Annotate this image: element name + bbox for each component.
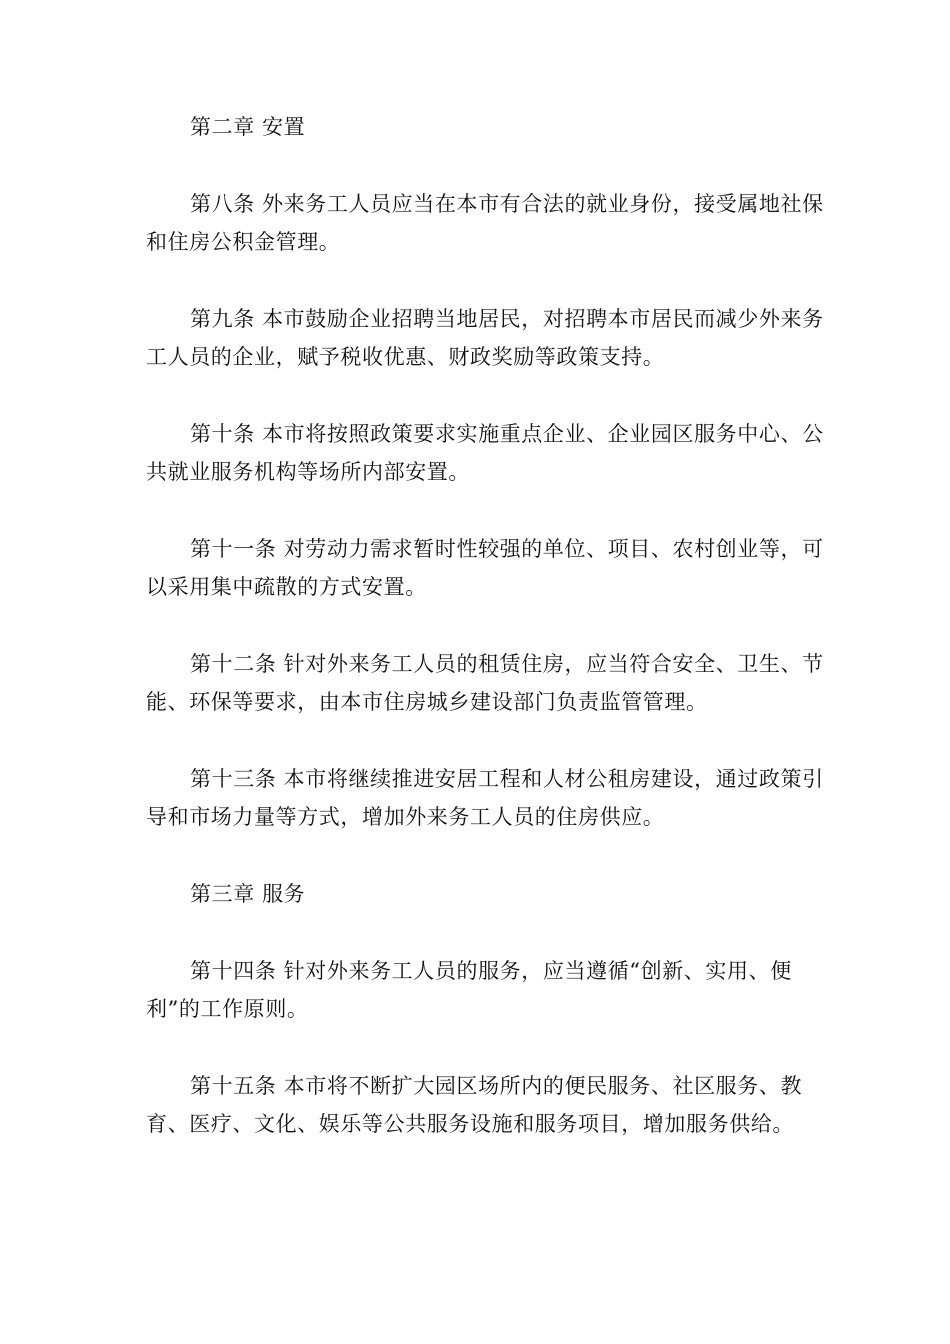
- article-10: 第十条 本市将按照政策要求实施重点企业、企业园区服务中心、公共就业服务机构等场所内部安置。: [146, 422, 824, 484]
- article-13: 第十三条 本市将继续推进安居工程和人材公租房建设，通过政策引导和市场力量等方式，增加外来务工人员的住房供应。: [146, 767, 824, 829]
- chapter-3-title: 第三章 服务: [190, 882, 306, 906]
- article-11: 第十一条 对劳动力需求暂时性较强的单位、项目、农村创业等，可以采用集中疏散的方式安置。: [146, 537, 824, 599]
- document-body: [146, 108, 830, 1182]
- article-12: 第十二条 针对外来务工人员的租赁住房，应当符合安全、卫生、节能、环保等要求，由本市住房城乡建设部门负责监管管理。: [146, 652, 824, 714]
- article-15: 第十五条 本市将不断扩大园区场所内的便民服务、社区服务、教育、医疗、文化、娱乐等公共服务设施和服务项目，增加服务供给。: [146, 1074, 803, 1136]
- article-8: 第八条 外来务工人员应当在本市有合法的就业身份，接受属地社保和住房公积金管理。: [146, 192, 824, 254]
- article-9: 第九条 本市鼓励企业招聘当地居民，对招聘本市居民而减少外来务工人员的企业，赋予税收优惠、财政奖励等政策支持。: [146, 307, 824, 369]
- chapter-2-title: 第二章 安置: [190, 115, 306, 139]
- article-14: 第十四条 针对外来务工人员的服务，应当遵循“创新、实用、便利”的工作原则。: [146, 959, 792, 1021]
